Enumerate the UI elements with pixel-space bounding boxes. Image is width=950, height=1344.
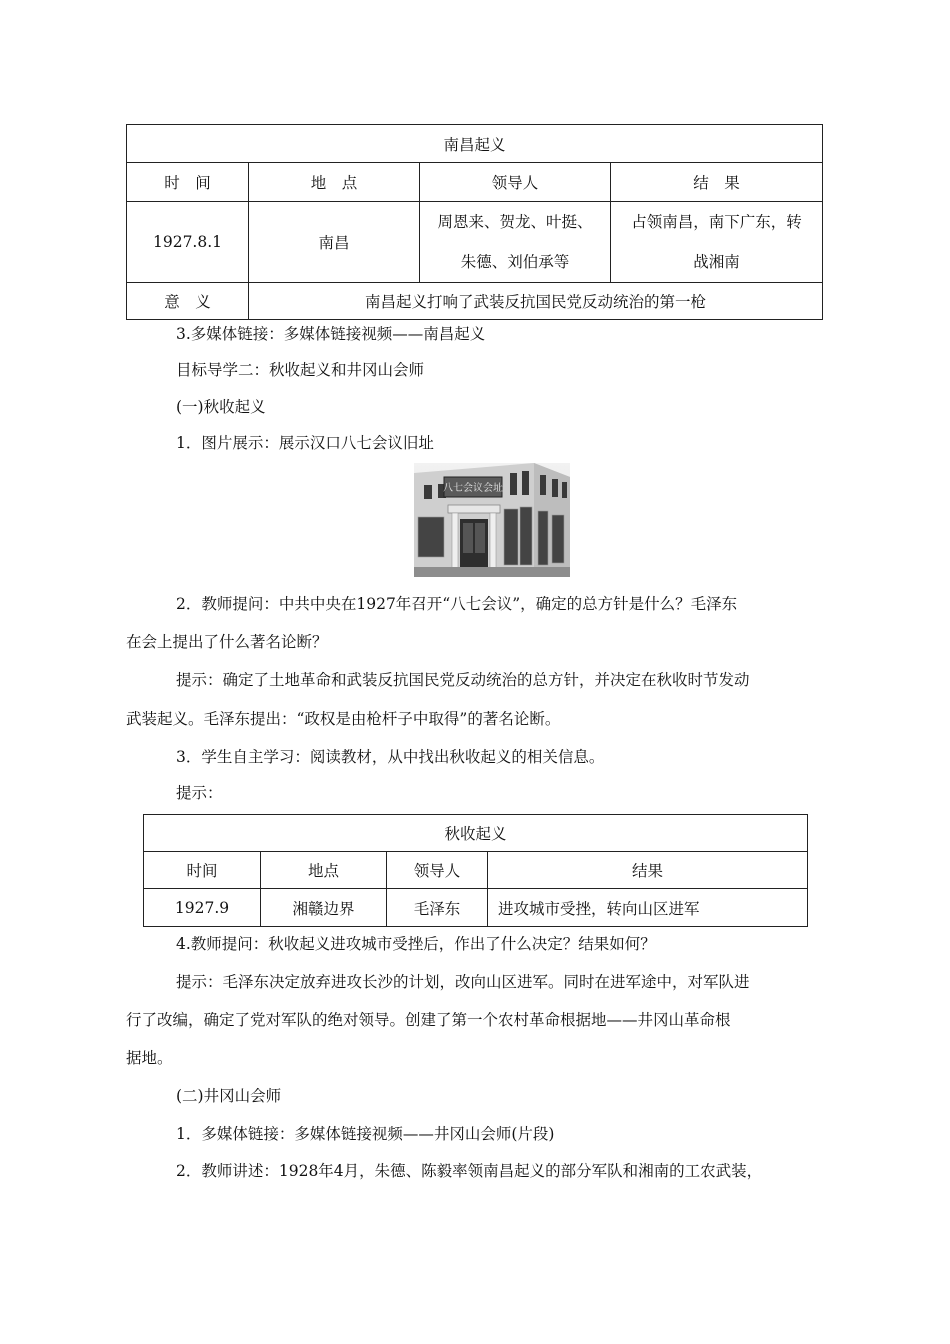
- section-heading: 目标导学二：秋收起义和井冈山会师: [176, 361, 425, 379]
- leaders-line-2: 朱德、刘伯承等: [460, 253, 570, 271]
- header-result: 结果: [488, 852, 808, 889]
- meaning-label: 意 义: [127, 283, 249, 320]
- header-place: 地点: [261, 852, 387, 889]
- paragraph: 2．教师提问：中共中央在1927年召开“八七会议”，确定的总方针是什么？毛泽东: [176, 595, 738, 613]
- paragraph: 武装起义。毛泽东提出：“政权是由枪杆子中取得”的著名论断。: [126, 710, 561, 728]
- header-time: 时 间: [127, 163, 249, 202]
- paragraph: 3．学生自主学习：阅读教材，从中找出秋收起义的相关信息。: [176, 748, 605, 766]
- table-title: 秋收起义: [144, 815, 808, 852]
- cell-leader: 毛泽东: [387, 889, 488, 927]
- header-time: 时间: [144, 852, 261, 889]
- subsection-heading: (一)秋收起义: [176, 398, 266, 416]
- subsection-heading: (二)井冈山会师: [176, 1087, 282, 1105]
- paragraph: 2．教师讲述：1928年4月，朱德、陈毅率领南昌起义的部分军队和湘南的工农武装，: [176, 1162, 763, 1180]
- header-place: 地 点: [249, 163, 420, 202]
- paragraph: 据地。: [126, 1049, 173, 1067]
- nanchang-uprising-table: [126, 124, 823, 320]
- paragraph: 提示：确定了土地革命和武装反抗国民党反动统治的总方针，并决定在秋收时节发动: [176, 671, 750, 689]
- paragraph: 1．多媒体链接：多媒体链接视频——井冈山会师(片段): [176, 1125, 555, 1143]
- header-leaders: 领导人: [420, 163, 611, 202]
- meeting-site-sign-text: 八七会议会址: [443, 483, 503, 494]
- cell-time: 1927.9: [144, 889, 261, 927]
- cell-place: 湘赣边界: [261, 889, 387, 927]
- leaders-line-1: 周恩来、贺龙、叶挺、: [437, 213, 593, 231]
- result-line-1: 占领南昌，南下广东，转: [631, 213, 802, 231]
- paragraph: 3.多媒体链接：多媒体链接视频——南昌起义: [176, 325, 486, 343]
- table-title: 南昌起义: [127, 125, 823, 163]
- meaning-text: 南昌起义打响了武装反抗国民党反动统治的第一枪: [249, 283, 823, 320]
- paragraph: 1．图片展示：展示汉口八七会议旧址: [176, 434, 434, 452]
- header-leader: 领导人: [387, 852, 488, 889]
- paragraph: 在会上提出了什么著名论断？: [126, 633, 328, 651]
- cell-leaders: [420, 202, 611, 283]
- august-seventh-meeting-site-photo: [414, 463, 570, 577]
- cell-result: 进攻城市受挫，转向山区进军: [488, 889, 808, 927]
- cell-time: 1927.8.1: [127, 202, 249, 283]
- autumn-harvest-uprising-table: [143, 814, 808, 927]
- header-result: 结 果: [611, 163, 823, 202]
- result-line-2: 战湘南: [693, 253, 740, 271]
- cell-place: 南昌: [249, 202, 420, 283]
- paragraph: 4.教师提问：秋收起义进攻城市受挫后，作出了什么决定？结果如何？: [176, 935, 656, 953]
- paragraph: 提示：毛泽东决定放弃进攻长沙的计划，改向山区进军。同时在进军途中，对军队进: [176, 973, 750, 991]
- paragraph: 行了改编，确定了党对军队的绝对领导。创建了第一个农村革命根据地——井冈山革命根: [126, 1011, 731, 1029]
- cell-result: [611, 202, 823, 283]
- paragraph: 提示：: [176, 784, 223, 802]
